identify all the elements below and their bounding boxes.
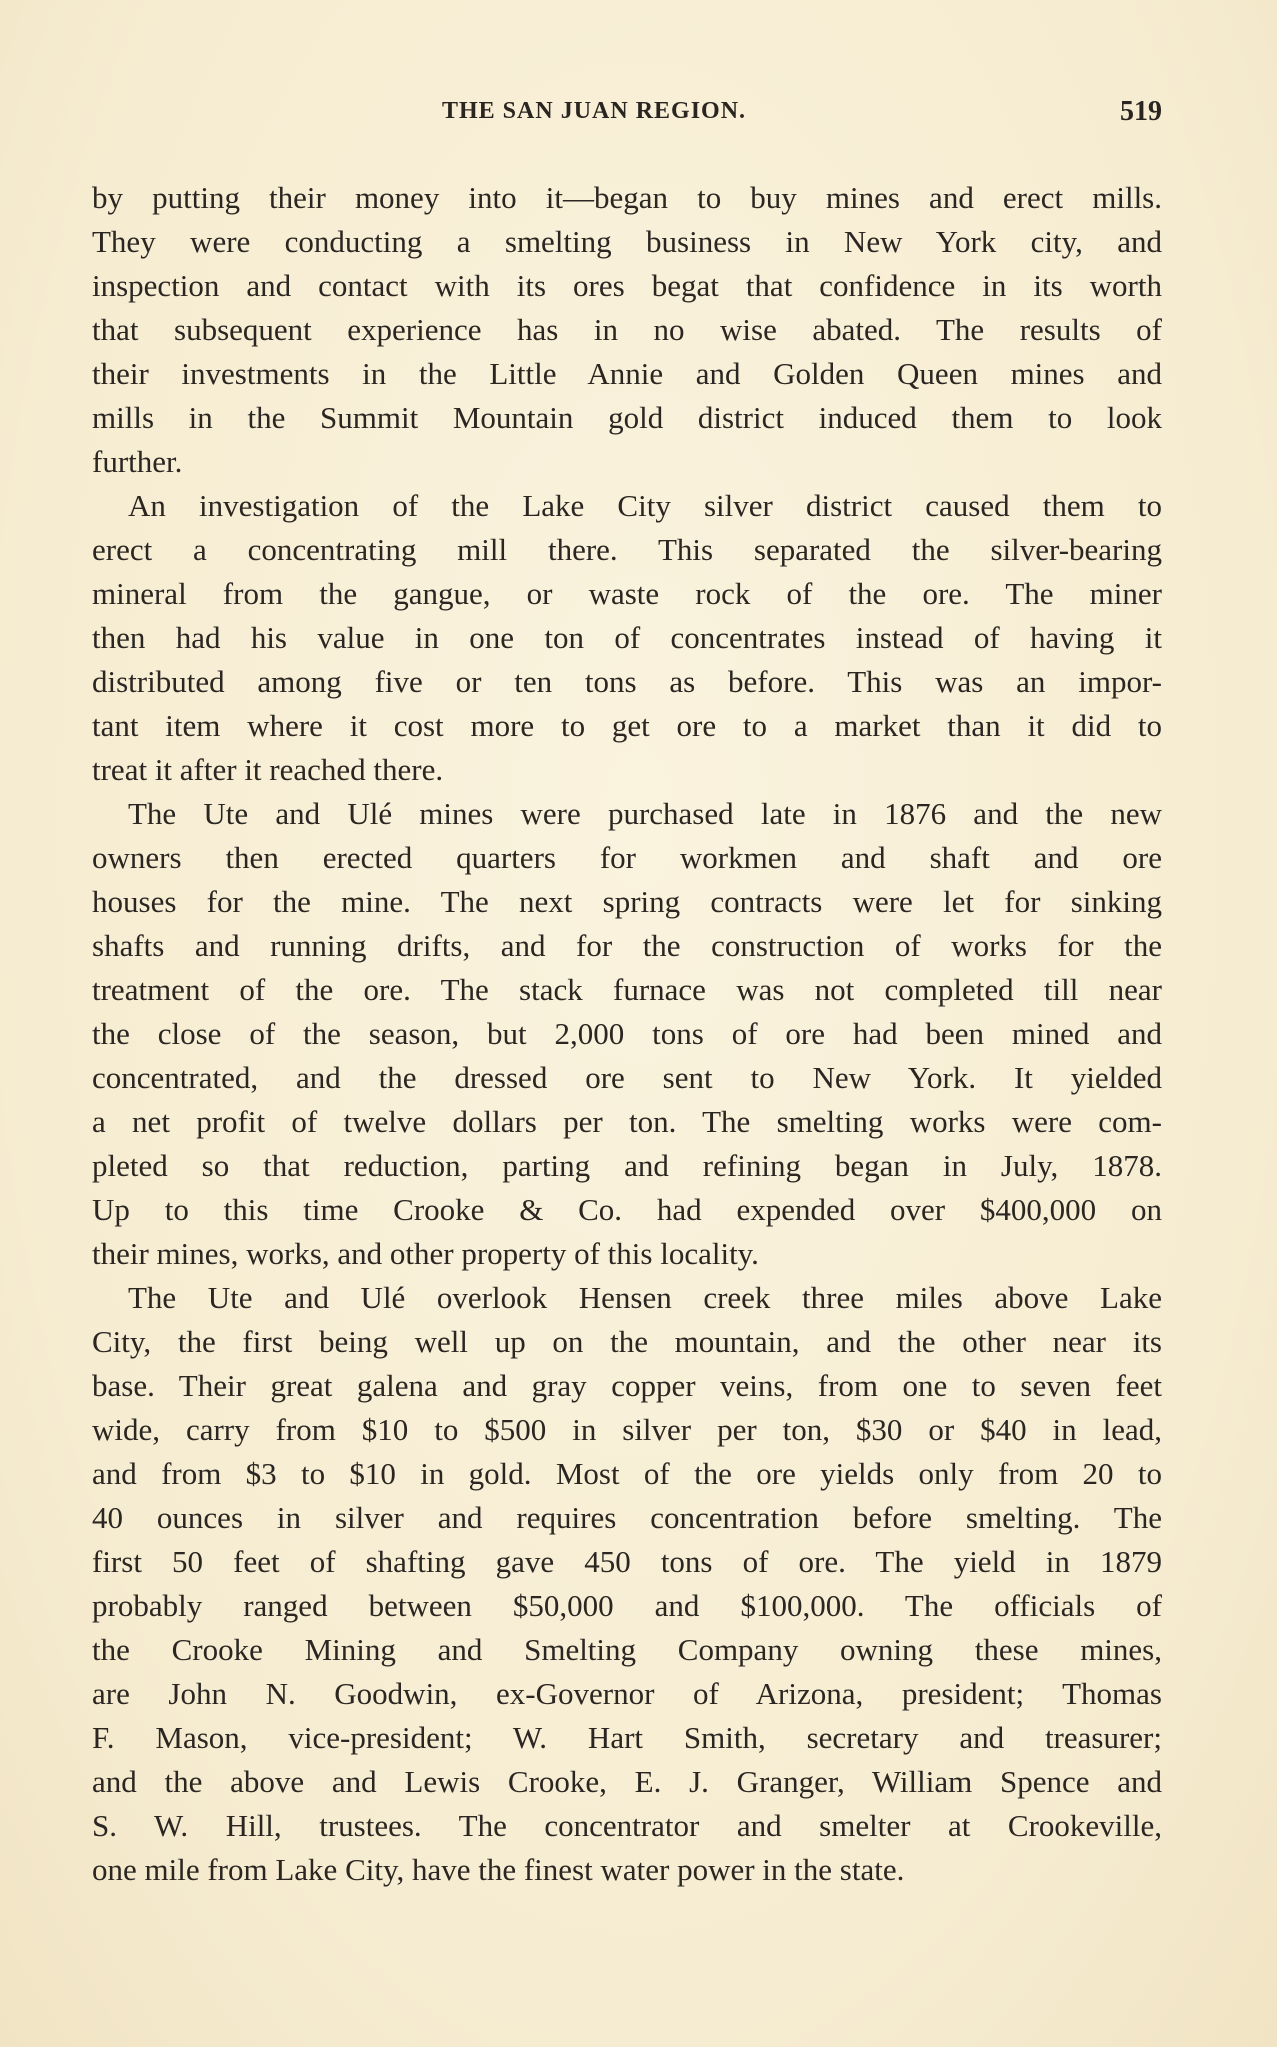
text-line: a net profit of twelve dollars per ton. The smelting works were com-: [92, 1104, 1162, 1139]
text-line: The Ute and Ulé mines were purchased late in 1876 and the new: [128, 796, 1162, 831]
running-title: THE SAN JUAN REGION.: [442, 98, 747, 124]
text-line: treat it after it reached there.: [92, 752, 444, 787]
paragraph: [92, 1276, 1162, 1892]
text-line: pleted so that reduction, parting and refining began in July, 1878.: [92, 1148, 1162, 1183]
paragraph: [92, 792, 1162, 1276]
text-line: further.: [92, 444, 183, 479]
text-line: 40 ounces in silver and requires concentration before smelting. The: [92, 1500, 1162, 1535]
text-line: one mile from Lake City, have the finest water power in the state.: [92, 1852, 905, 1887]
text-line: mineral from the gangue, or waste rock of the ore. The miner: [92, 576, 1162, 611]
text-line: that subsequent experience has in no wise abated. The results of: [92, 312, 1162, 347]
text-line: shafts and running drifts, and for the construction of works for the: [92, 928, 1162, 963]
paragraph: [92, 176, 1162, 484]
page-number: 519: [1120, 96, 1162, 127]
paragraph: [92, 484, 1162, 792]
text-line: treatment of the ore. The stack furnace was not completed till near: [92, 972, 1162, 1007]
text-line: first 50 feet of shafting gave 450 tons of ore. The yield in 1879: [92, 1544, 1162, 1579]
text-line: by putting their money into it—began to buy mines and erect mills.: [92, 180, 1162, 215]
body-text: [92, 176, 1162, 1892]
text-line: houses for the mine. The next spring contracts were let for sinking: [92, 884, 1162, 919]
text-line: inspection and contact with its ores begat that confidence in its worth: [92, 268, 1162, 303]
text-line: concentrated, and the dressed ore sent to New York. It yielded: [92, 1060, 1162, 1095]
text-line: then had his value in one ton of concentrates instead of having it: [92, 620, 1162, 655]
text-line: owners then erected quarters for workmen and shaft and ore: [92, 840, 1162, 875]
text-line: are John N. Goodwin, ex-Governor of Arizona, president; Thomas: [92, 1676, 1162, 1711]
text-line: base. Their great galena and gray copper veins, from one to seven feet: [92, 1368, 1162, 1403]
text-line: probably ranged between $50,000 and $100,000. The officials of: [92, 1588, 1162, 1623]
text-line: Up to this time Crooke & Co. had expended over $400,000 on: [92, 1192, 1162, 1227]
text-line: distributed among five or ten tons as before. This was an impor-: [92, 664, 1162, 699]
text-line: and the above and Lewis Crooke, E. J. Granger, William Spence and: [92, 1764, 1162, 1799]
text-line: wide, carry from $10 to $500 in silver per ton, $30 or $40 in lead,: [92, 1412, 1162, 1447]
page-header: [92, 96, 1162, 136]
text-line: The Ute and Ulé overlook Hensen creek three miles above Lake: [128, 1280, 1162, 1315]
text-line: and from $3 to $10 in gold. Most of the ore yields only from 20 to: [92, 1456, 1162, 1491]
text-line: An investigation of the Lake City silver district caused them to: [128, 488, 1162, 523]
text-line: They were conducting a smelting business in New York city, and: [92, 224, 1162, 259]
text-line: their mines, works, and other property of this locality.: [92, 1236, 759, 1271]
text-line: the close of the season, but 2,000 tons of ore had been mined and: [92, 1016, 1162, 1051]
text-line: erect a concentrating mill there. This separated the silver-bearing: [92, 532, 1162, 567]
text-line: mills in the Summit Mountain gold district induced them to look: [92, 400, 1162, 435]
text-line: tant item where it cost more to get ore to a market than it did to: [92, 708, 1162, 743]
text-line: City, the first being well up on the mountain, and the other near its: [92, 1324, 1162, 1359]
text-line: their investments in the Little Annie and Golden Queen mines and: [92, 356, 1162, 391]
text-line: S. W. Hill, trustees. The concentrator and smelter at Crookeville,: [92, 1808, 1162, 1843]
text-line: F. Mason, vice-president; W. Hart Smith, secretary and treasurer;: [92, 1720, 1162, 1755]
text-line: the Crooke Mining and Smelting Company owning these mines,: [92, 1632, 1162, 1667]
